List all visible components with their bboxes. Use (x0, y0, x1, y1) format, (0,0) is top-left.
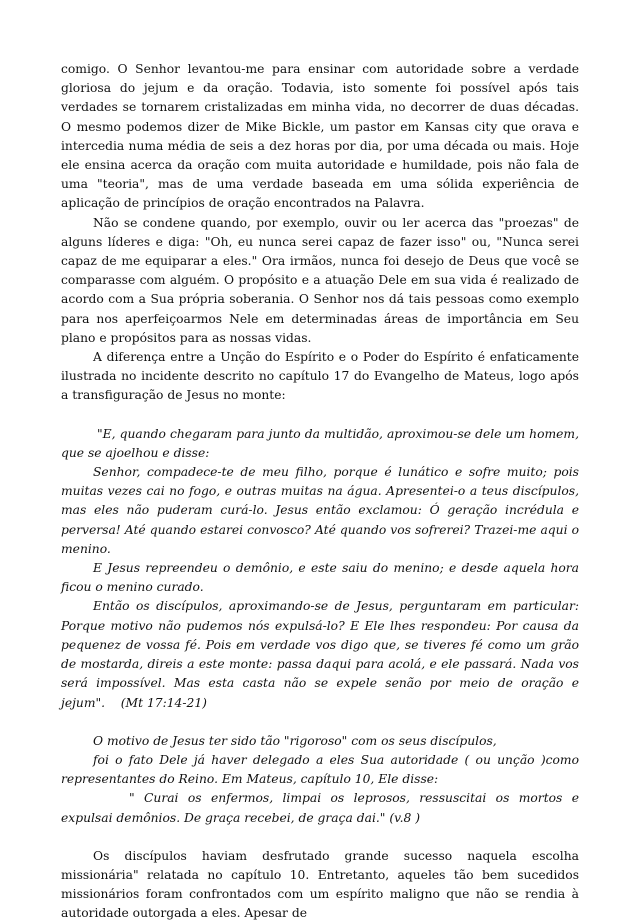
italic-paragraph-1: O motivo de Jesus ter sido tão "rigoroso" com os seus discípulos, (93, 733, 497, 748)
final-paragraph: Os discípulos haviam desfrutado grande sucesso naquela escolha missionária" relatada no capítulo 10. Entretanto, aqueles tão bem sucedidos missionários foram confrontados com um espírito maligno que não se rendia à autoridade outorgada a eles. Apesar de (61, 848, 579, 921)
paragraph-1: comigo. O Senhor levantou-me para ensinar com autoridade sobre a verdade gloriosa do jejum e da oração. Todavia, isto somente foi possível após tais verdades se tornarem cristalizadas em minha vida, no decorrer de duas décadas. O mesmo podemos dizer de Mike Bickle, um pastor em Kansas city que orava e intercedia numa média de seis a dez horas por dia, por uma década ou mais. Hoje ele ensina acerca da oração com muita autoridade e humildade, pois não fala de uma "teoria", mas de uma verdade baseada em uma sólida experiência de aplicação de princípios de oração encontrados na Palavra. (61, 62, 579, 211)
quote-text: Então os discípulos, aproximando-se de Jesus, perguntaram em particular: Porque motivo não pudemos nós expulsá-lo? E Ele lhes respondeu: Por causa da pequenez de vossa fé. Pois em verdade vos digo que, se tiveres fé como um grão de mostarda, direis a este monte: passa daqui para acolá, e ele passará. Nada vos será impossível. Mas esta casta não se expele senão por meio de oração e jejum". (61, 599, 579, 710)
paragraph-2: Não se condene quando, por exemplo, ouvir ou ler acerca das "proezas" de alguns líderes e diga: "Oh, eu nunca serei capaz de fazer isso" ou, "Nunca serei capaz de me equiparar a eles." Ora irmãos, nunca foi desejo de Deus que você se comparasse com alguém. O propósito e a atuação Dele em sua vida é realizado de acordo com a Sua própria soberania. O Senhor nos dá tais pessoas como exemplo para nos aperfeiçoarmos Nele em determinadas áreas de importância em Seu plano e propósitos para as nossas vidas. (61, 215, 579, 345)
quote-line-2: Senhor, compadece-te de meu filho, porque é lunático e sofre muito; pois muitas vezes cai no fogo, e outras muitas na água. Apresentei-o a teus discípulos, mas eles não puderam curá-lo. Jesus então exclamou: Ó geração incrédula e perversa! Até quando estarei convosco? Até quando vos sofrerei? Trazei-me aqui o menino. (61, 465, 579, 556)
italic-paragraph-2: foi o fato Dele já haver delegado a eles Sua autoridade ( ou unção )como representantes do Reino. Em Mateus, capítulo 10, Ele disse: (61, 752, 579, 787)
spacer (61, 713, 579, 732)
quote-reference: (Mt 17:14-21) (120, 695, 207, 710)
italic-paragraph-3: " Curai os enfermos, limpai os leprosos, ressuscitai os mortos e expulsai demônios. De graça recebei, de graça dai." (v.8 ) (61, 791, 579, 825)
spacer (61, 406, 579, 425)
spacer (61, 828, 579, 847)
document-page (61, 60, 579, 924)
quote-line-3: E Jesus repreendeu o demônio, e este saiu do menino; e desde aquela hora ficou o menino curado. (61, 561, 579, 595)
quote-line-4 (61, 597, 579, 712)
quote-line-1: "E, quando chegaram para junto da multidão, aproximou-se dele um homem, que se ajoelhou e disse: (61, 426, 579, 460)
paragraph-3: A diferença entre a Unção do Espírito e o Poder do Espírito é enfaticamente ilustrada no incidente descrito no capítulo 17 do Evangelho de Mateus, logo após a transfiguração de Jesus no monte: (61, 350, 579, 403)
